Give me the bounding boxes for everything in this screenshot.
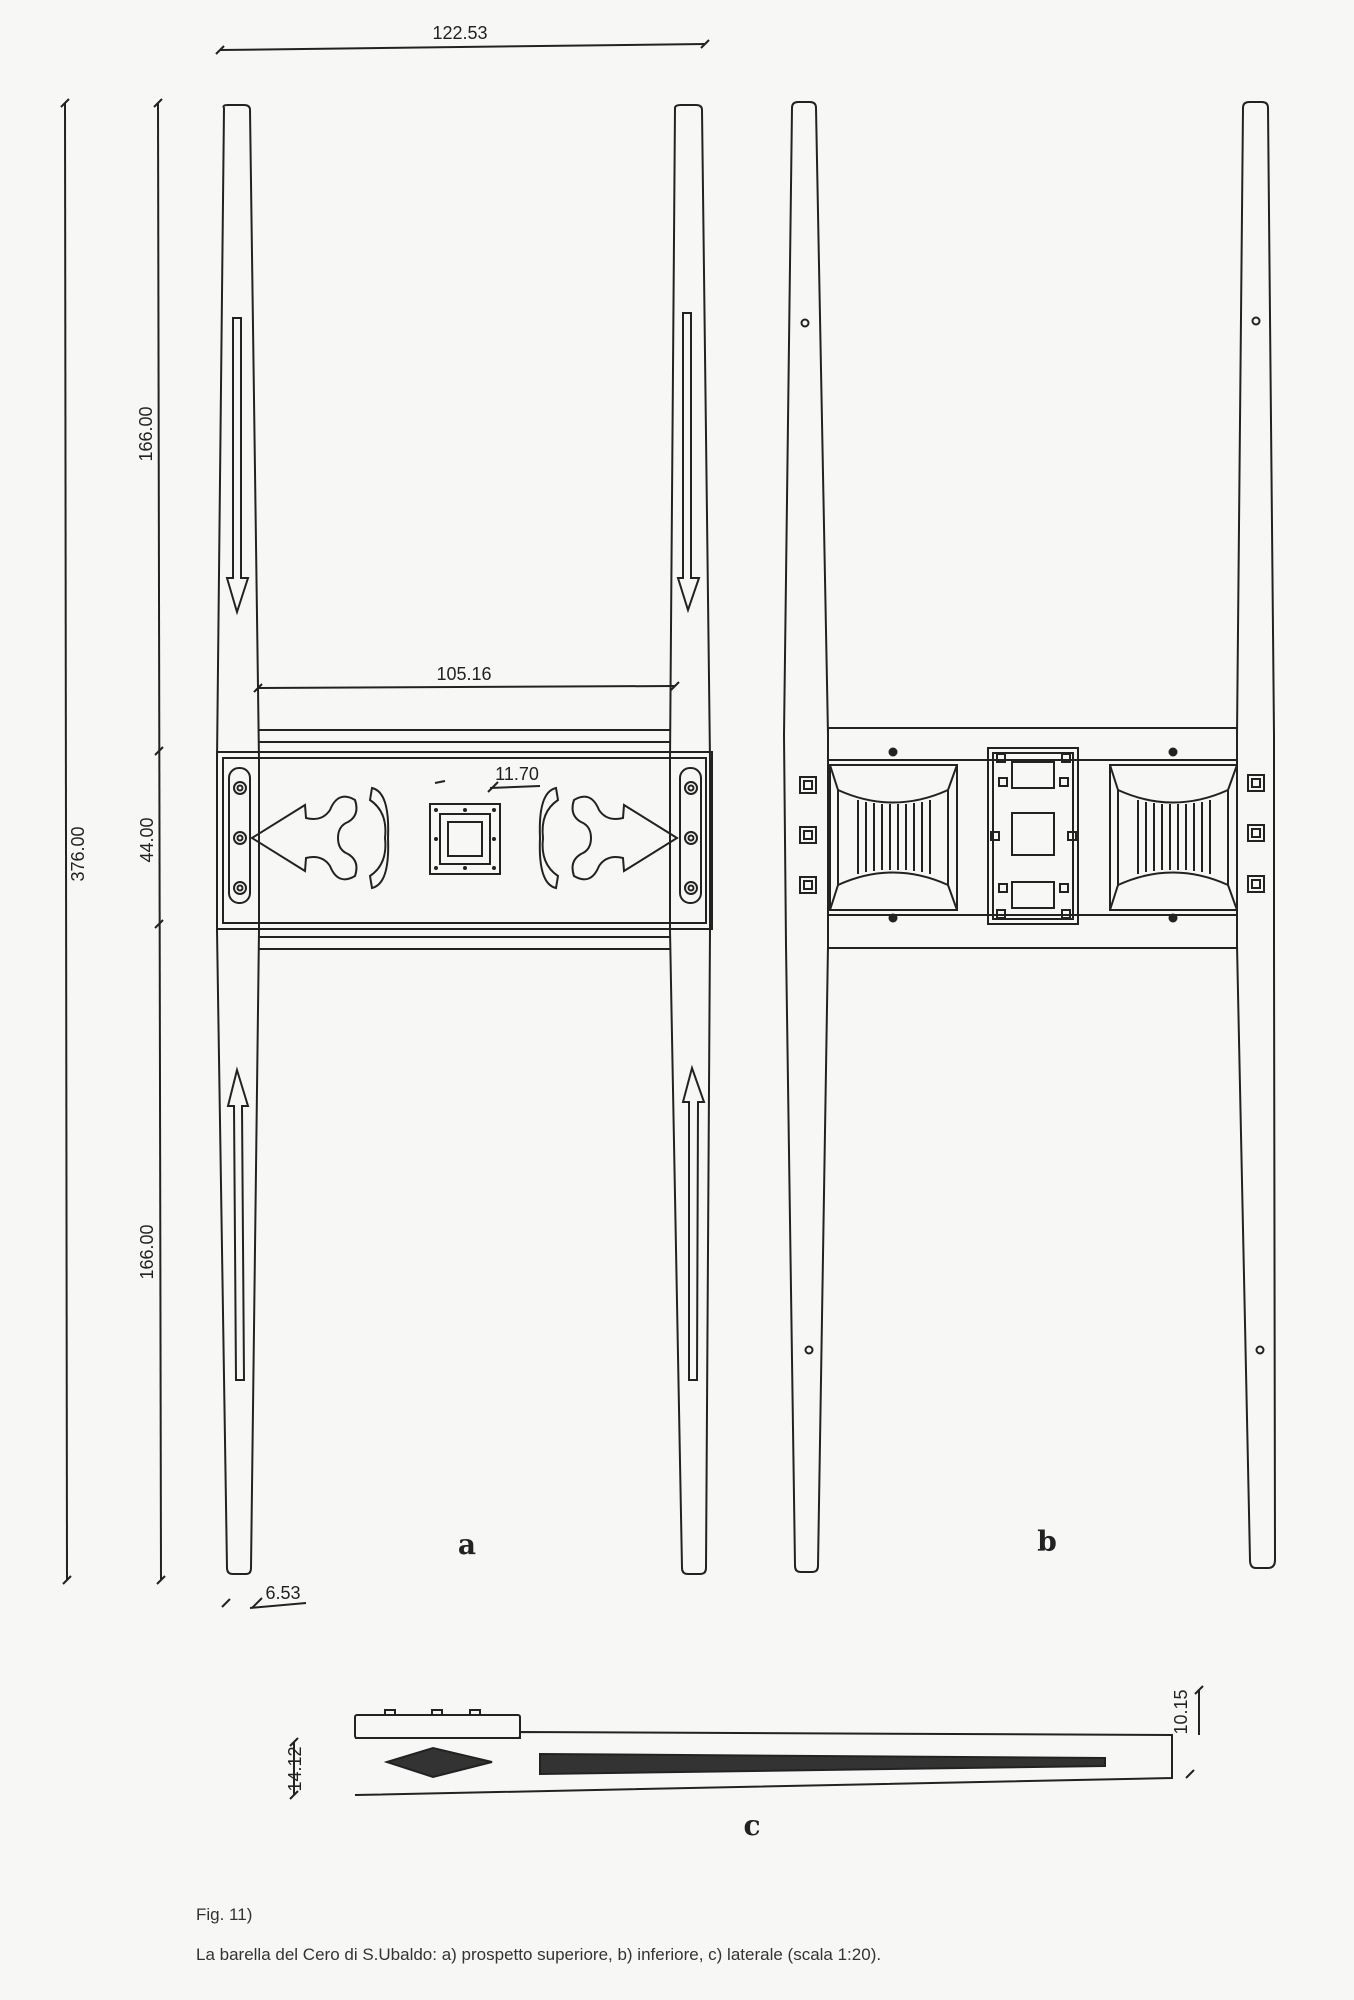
- center-block-hole: [448, 822, 482, 856]
- pole-hole: [806, 1347, 813, 1354]
- bolt: [234, 882, 246, 894]
- arrow-up-left: [228, 1070, 248, 1380]
- panel-label-c: c: [743, 1809, 761, 1842]
- pole-hole: [1253, 318, 1260, 325]
- center-plate-screws: [991, 754, 1076, 918]
- center-plate: [988, 748, 1078, 924]
- bolt: [234, 782, 246, 794]
- panel-c-side-view: [290, 1686, 1203, 1799]
- figure-number: Fig. 11): [196, 1905, 253, 1924]
- right-roller: [1118, 790, 1228, 885]
- panel-b-bottom-view: [784, 102, 1275, 1572]
- pole-hole: [802, 320, 809, 327]
- arrow-down-right: [678, 313, 699, 610]
- side-diamond: [387, 1748, 492, 1777]
- arrow-down-left: [227, 318, 248, 612]
- panel-label-a: a: [457, 1528, 477, 1561]
- figure-caption: La barella del Cero di S.Ubaldo: a) prospetto superiore, b) inferiore, c) laterale (scala 1:20).: [196, 1945, 882, 1964]
- top-plank-inner: [223, 758, 706, 923]
- bolt: [685, 832, 697, 844]
- dim-pole-width: 6.53: [265, 1583, 301, 1603]
- left-decorative-iron-fin: [370, 788, 388, 888]
- left-decorative-iron: [252, 797, 356, 880]
- dim-center-section: 44.00: [137, 817, 157, 863]
- bolt: [685, 882, 697, 894]
- right-decorative-iron-fin: [540, 788, 558, 888]
- center-plate-hole: [1012, 813, 1054, 855]
- center-plate-slot-bottom: [1012, 882, 1054, 908]
- dim-total-width: 122.53: [432, 23, 488, 43]
- pole-hole: [1257, 1347, 1264, 1354]
- dim-center-block: 11.70: [495, 764, 539, 784]
- arrow-up-right: [683, 1068, 704, 1380]
- side-groove: [540, 1754, 1105, 1774]
- dim-arm-bottom: 166.00: [137, 1224, 157, 1280]
- right-roller-housing: [1110, 765, 1237, 910]
- left-roller-ribs: [858, 800, 930, 874]
- left-roller: [838, 790, 948, 885]
- right-decorative-iron: [573, 797, 677, 880]
- bolt: [234, 832, 246, 844]
- bolt: [685, 782, 697, 794]
- panel-label-b: b: [1037, 1525, 1057, 1558]
- left-roller-housing: [830, 765, 957, 910]
- dim-side-height-left: 14.12: [285, 1746, 305, 1792]
- top-plank: [217, 752, 712, 929]
- dim-arm-top: 166.00: [136, 406, 156, 462]
- dim-total-length: 376.00: [68, 826, 88, 882]
- side-top-block: [355, 1715, 520, 1738]
- dim-inner-width: 105.16: [436, 664, 492, 684]
- frame-rivets: [889, 748, 1178, 923]
- center-block-nails: [434, 808, 496, 870]
- center-plate-slot-top: [1012, 762, 1054, 788]
- dim-side-height-right: 10.15: [1171, 1689, 1191, 1735]
- right-roller-ribs: [1138, 800, 1210, 874]
- panel-a-top-view: [217, 105, 712, 1574]
